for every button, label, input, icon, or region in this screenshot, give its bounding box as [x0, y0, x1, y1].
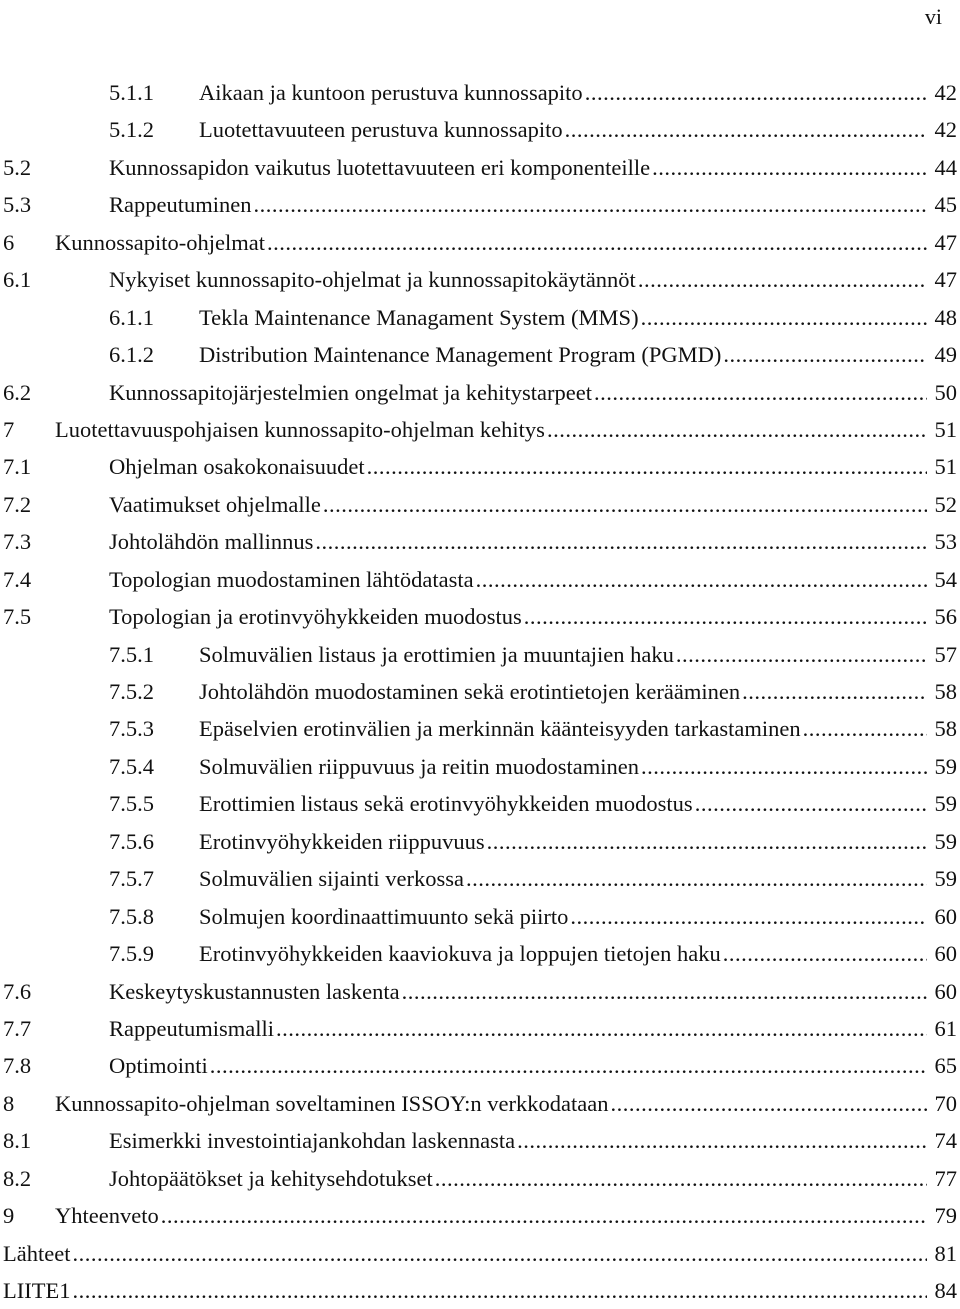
toc-dot-leader: [565, 111, 927, 148]
toc-entry-title: Topologian ja erotinvyöhykkeiden muodostus: [109, 604, 522, 630]
toc-entry-title-wrap: [199, 710, 927, 747]
toc-entry-number: 7.5.6: [109, 828, 154, 854]
toc-dot-leader: [72, 1272, 927, 1309]
toc-entry-number: 7.5.3: [109, 716, 154, 742]
toc-entry[interactable]: [0, 411, 960, 448]
page-number: vi: [924, 4, 942, 29]
toc-dot-leader: [466, 860, 927, 897]
toc-entry[interactable]: [0, 111, 960, 148]
toc-entry-page: 51: [934, 454, 957, 480]
toc-dot-leader: [547, 411, 927, 448]
toc-entry-title: Erottimien listaus sekä erotinvyöhykkeiden muodostus: [199, 791, 693, 817]
toc-dot-leader: [253, 186, 927, 223]
toc-entry-number: 7.6: [3, 978, 32, 1004]
toc-entry-title: Johtolähdön mallinnus: [109, 529, 314, 555]
toc-entry-number: 7.7: [3, 1015, 32, 1041]
toc-entry-number: 7: [3, 416, 15, 442]
toc-entry-title-wrap: [109, 374, 927, 411]
toc-entry-number: 7.5.1: [109, 641, 154, 667]
toc-dot-leader: [641, 299, 927, 336]
toc-dot-leader: [723, 935, 927, 972]
toc-dot-leader: [517, 1122, 927, 1159]
toc-entry-title: Topologian muodostaminen lähtödatasta: [109, 566, 474, 592]
toc-entry-page: 60: [934, 978, 957, 1004]
toc-entry-title-wrap: [199, 74, 927, 111]
toc-entry-page: 79: [934, 1203, 957, 1229]
toc-dot-leader: [803, 710, 927, 747]
toc-entry-title: Esimerkki investointiajankohdan laskennasta: [109, 1128, 516, 1154]
toc-entry-number: 8.1: [3, 1128, 32, 1154]
toc-entry[interactable]: [0, 973, 960, 1010]
toc-entry-number: 6.1: [3, 267, 32, 293]
toc-dot-leader: [435, 1160, 927, 1197]
toc-entry-number: 7.5.8: [109, 903, 154, 929]
toc-entry-title-wrap: [199, 111, 927, 148]
toc-entry-page: 58: [934, 716, 957, 742]
toc-entry-number: 9: [3, 1203, 15, 1229]
toc-entry-page: 49: [934, 342, 957, 368]
toc-dot-leader: [315, 523, 927, 560]
toc-entry-page: 45: [934, 192, 957, 218]
toc-entry-page: 47: [934, 267, 957, 293]
toc-entry-title: Ohjelman osakokonaisuudet: [109, 454, 365, 480]
toc-entry[interactable]: [0, 1010, 960, 1047]
toc-entry-title: Distribution Maintenance Management Program (PGMD): [199, 342, 722, 368]
toc-entry-title: Erotinvyöhykkeiden riippuvuus: [199, 828, 485, 854]
toc-entry[interactable]: [0, 186, 960, 223]
toc-entry-title-wrap: [3, 1235, 927, 1272]
toc-entry[interactable]: [0, 860, 960, 897]
toc-entry-number: 7.3: [3, 529, 32, 555]
toc-entry-page: 42: [934, 80, 957, 105]
toc-entry-title-wrap: [55, 1085, 927, 1122]
toc-entry-number: 6: [3, 229, 15, 255]
toc-entry-title: Nykyiset kunnossapito-ohjelmat ja kunnossapitokäytännöt: [109, 267, 636, 293]
toc-entry-page: 59: [934, 791, 957, 817]
toc-dot-leader: [695, 785, 927, 822]
toc-entry-title-wrap: [199, 336, 927, 373]
toc-entry-page: 70: [934, 1090, 957, 1116]
toc-dot-leader: [641, 748, 927, 785]
toc-entry[interactable]: [0, 224, 960, 261]
toc-dot-leader: [402, 973, 927, 1010]
toc-dot-leader: [267, 224, 927, 261]
toc-entry-title-wrap: [55, 411, 927, 448]
toc-entry-number: 7.2: [3, 491, 32, 517]
toc-entry-page: 54: [934, 566, 957, 592]
toc-entry-page: 44: [934, 154, 957, 180]
toc-entry-title: Luotettavuuteen perustuva kunnossapito: [199, 117, 563, 143]
toc-entry[interactable]: [0, 598, 960, 635]
toc-entry-title-wrap: [109, 1160, 927, 1197]
toc-entry-number: 7.5.4: [109, 753, 154, 779]
toc-entry-title-wrap: [199, 673, 927, 710]
toc-dot-leader: [570, 898, 927, 935]
toc-entry[interactable]: [0, 1122, 960, 1159]
toc-entry-page: 52: [934, 491, 957, 517]
toc-entry[interactable]: [0, 1235, 960, 1272]
toc-dot-leader: [594, 374, 927, 411]
toc-entry-title-wrap: [199, 860, 927, 897]
toc-entry-title-wrap: [55, 224, 927, 261]
toc-entry-title-wrap: [109, 261, 927, 298]
toc-entry-page: 59: [934, 866, 957, 892]
toc-entry[interactable]: [0, 299, 960, 336]
toc-entry-number: 5.1.2: [109, 117, 154, 143]
toc-dot-leader: [610, 1085, 927, 1122]
toc-entry[interactable]: [0, 1197, 960, 1234]
toc-dot-leader: [323, 486, 927, 523]
toc-entry-number: 7.8: [3, 1053, 32, 1079]
toc-entry-title-wrap: [109, 186, 927, 223]
toc-entry[interactable]: [0, 935, 960, 972]
toc-entry-number: 6.1.2: [109, 342, 154, 368]
toc-entry[interactable]: [0, 673, 960, 710]
toc-entry-title-wrap: [109, 973, 927, 1010]
toc-entry-title-wrap: [199, 785, 927, 822]
toc-dot-leader: [585, 74, 927, 111]
toc-entry-number: 7.5: [3, 604, 32, 630]
toc-entry-title-wrap: [109, 1047, 927, 1084]
toc-entry-page: 48: [934, 304, 957, 330]
toc-entry-page: 84: [934, 1278, 957, 1303]
toc-entry-title: Aikaan ja kuntoon perustuva kunnossapito: [199, 80, 583, 105]
toc-entry-title-wrap: [199, 748, 927, 785]
toc-entry-number: 7.4: [3, 566, 32, 592]
toc-entry-page: 77: [934, 1165, 957, 1191]
toc-entry-page: 61: [934, 1015, 957, 1041]
toc-entry-number: 8.2: [3, 1165, 32, 1191]
toc-entry-number: 5.2: [3, 154, 32, 180]
toc-entry-page: 59: [934, 753, 957, 779]
toc-dot-leader: [161, 1197, 927, 1234]
toc-entry[interactable]: [0, 1047, 960, 1084]
toc-entry-title-wrap: [55, 1197, 927, 1234]
toc-entry[interactable]: [0, 74, 960, 111]
toc-entry-page: 60: [934, 941, 957, 967]
toc-entry-page: 58: [934, 679, 957, 704]
toc-dot-leader: [676, 636, 927, 673]
toc-entry-page: 53: [934, 529, 957, 555]
toc-dot-leader: [524, 598, 927, 635]
toc-entry-page: 47: [934, 229, 957, 255]
toc-entry-page: 81: [934, 1240, 957, 1266]
toc-entry-title-wrap: [109, 149, 927, 186]
toc-entry-page: 42: [934, 117, 957, 143]
toc-entry[interactable]: [0, 823, 960, 860]
toc-entry-title-wrap: [109, 1122, 927, 1159]
toc-entry-title-wrap: [199, 935, 927, 972]
toc-entry-title: Luotettavuuspohjaisen kunnossapito-ohjelman kehitys: [55, 416, 545, 442]
toc-dot-leader: [210, 1047, 927, 1084]
toc-entry[interactable]: [0, 448, 960, 485]
toc-entry-page: 50: [934, 379, 957, 405]
toc-entry[interactable]: [0, 1160, 960, 1197]
toc-entry-page: 59: [934, 828, 957, 854]
toc-entry-title-wrap: [109, 1010, 927, 1047]
toc-entry[interactable]: [0, 785, 960, 822]
toc-entry-number: 5.3: [3, 192, 32, 218]
toc-entry[interactable]: [0, 149, 960, 186]
toc-entry-title: Tekla Maintenance Managament System (MMS): [199, 304, 639, 330]
toc-entry-number: 5.1.1: [109, 80, 154, 105]
toc-dot-leader: [487, 823, 927, 860]
toc-entry-title: Solmujen koordinaattimuunto sekä piirto: [199, 903, 569, 929]
toc-entry-page: 74: [934, 1128, 957, 1154]
toc-entry-title-wrap: [109, 486, 927, 523]
toc-entry-title: Rappeutumismalli: [109, 1015, 274, 1041]
toc-entry-title: Solmuvälien listaus ja erottimien ja muuntajien haku: [199, 641, 674, 667]
toc-entry[interactable]: [0, 636, 960, 673]
toc-entry[interactable]: [0, 748, 960, 785]
toc-entry-number: 6.2: [3, 379, 32, 405]
toc-entry-page: 56: [934, 604, 957, 630]
toc-dot-leader: [276, 1010, 927, 1047]
toc-entry-page: 51: [934, 416, 957, 442]
toc-entry[interactable]: [0, 1272, 960, 1309]
toc-entry-title-wrap: [109, 448, 927, 485]
toc-entry-title-wrap: [199, 823, 927, 860]
toc-entry-title: Solmuvälien sijainti verkossa: [199, 866, 464, 892]
toc-entry-title: Kunnossapito-ohjelman soveltaminen ISSOY:n verkkodataan: [55, 1090, 609, 1116]
toc-entry-title: Epäselvien erotinvälien ja merkinnän käänteisyyden tarkastaminen: [199, 716, 801, 742]
toc-entry[interactable]: [0, 336, 960, 373]
toc-entry-title: Johtolähdön muodostaminen sekä erotintietojen kerääminen: [199, 679, 741, 704]
toc-entry-title-wrap: [109, 598, 927, 635]
toc-entry-title: Kunnossapitojärjestelmien ongelmat ja kehitystarpeet: [109, 379, 592, 405]
toc-dot-leader: [638, 261, 927, 298]
table-of-contents: [0, 74, 960, 1309]
toc-entry-title: Keskeytyskustannusten laskenta: [109, 978, 400, 1004]
toc-entry-page: 60: [934, 903, 957, 929]
toc-entry[interactable]: [0, 898, 960, 935]
toc-entry-title-wrap: [199, 299, 927, 336]
toc-entry-title: Optimointi: [109, 1053, 208, 1079]
toc-dot-leader: [72, 1235, 927, 1272]
toc-entry-title: Yhteenveto: [55, 1203, 159, 1229]
toc-entry-number: 7.1: [3, 454, 32, 480]
toc-entry-page: 65: [934, 1053, 957, 1079]
toc-entry[interactable]: [0, 561, 960, 598]
toc-entry[interactable]: [0, 486, 960, 523]
toc-entry-number: 7.5.7: [109, 866, 154, 892]
toc-entry-title: Lähteet: [3, 1240, 71, 1266]
toc-dot-leader: [652, 149, 927, 186]
toc-entry-title: Kunnossapidon vaikutus luotettavuuteen eri komponenteille: [109, 154, 651, 180]
toc-dot-leader: [742, 673, 927, 710]
toc-entry[interactable]: [0, 523, 960, 560]
toc-entry[interactable]: [0, 374, 960, 411]
toc-entry-title: Johtopäätökset ja kehitysehdotukset: [109, 1165, 433, 1191]
toc-entry-number: 8: [3, 1090, 15, 1116]
toc-dot-leader: [367, 448, 927, 485]
toc-entry-page: 57: [934, 641, 957, 667]
toc-entry[interactable]: [0, 710, 960, 747]
toc-entry[interactable]: [0, 1085, 960, 1122]
toc-entry-title-wrap: [199, 898, 927, 935]
toc-dot-leader: [476, 561, 927, 598]
toc-entry-title-wrap: [109, 523, 927, 560]
toc-entry-title: Solmuvälien riippuvuus ja reitin muodostaminen: [199, 753, 639, 779]
toc-entry-title-wrap: [109, 561, 927, 598]
toc-entry-title: Kunnossapito-ohjelmat: [55, 229, 265, 255]
toc-entry-title: Erotinvyöhykkeiden kaaviokuva ja loppujen tietojen haku: [199, 941, 721, 967]
toc-entry-number: 7.5.5: [109, 791, 154, 817]
toc-entry-title: LIITE1: [3, 1278, 71, 1303]
toc-entry-title-wrap: [3, 1272, 927, 1309]
toc-entry-title-wrap: [199, 636, 927, 673]
toc-entry-title: Rappeutuminen: [109, 192, 252, 218]
toc-dot-leader: [723, 336, 927, 373]
toc-entry-title: Vaatimukset ohjelmalle: [109, 491, 321, 517]
toc-entry-number: 7.5.2: [109, 679, 154, 704]
toc-entry[interactable]: [0, 261, 960, 298]
toc-entry-number: 7.5.9: [109, 941, 154, 967]
toc-entry-number: 6.1.1: [109, 304, 154, 330]
